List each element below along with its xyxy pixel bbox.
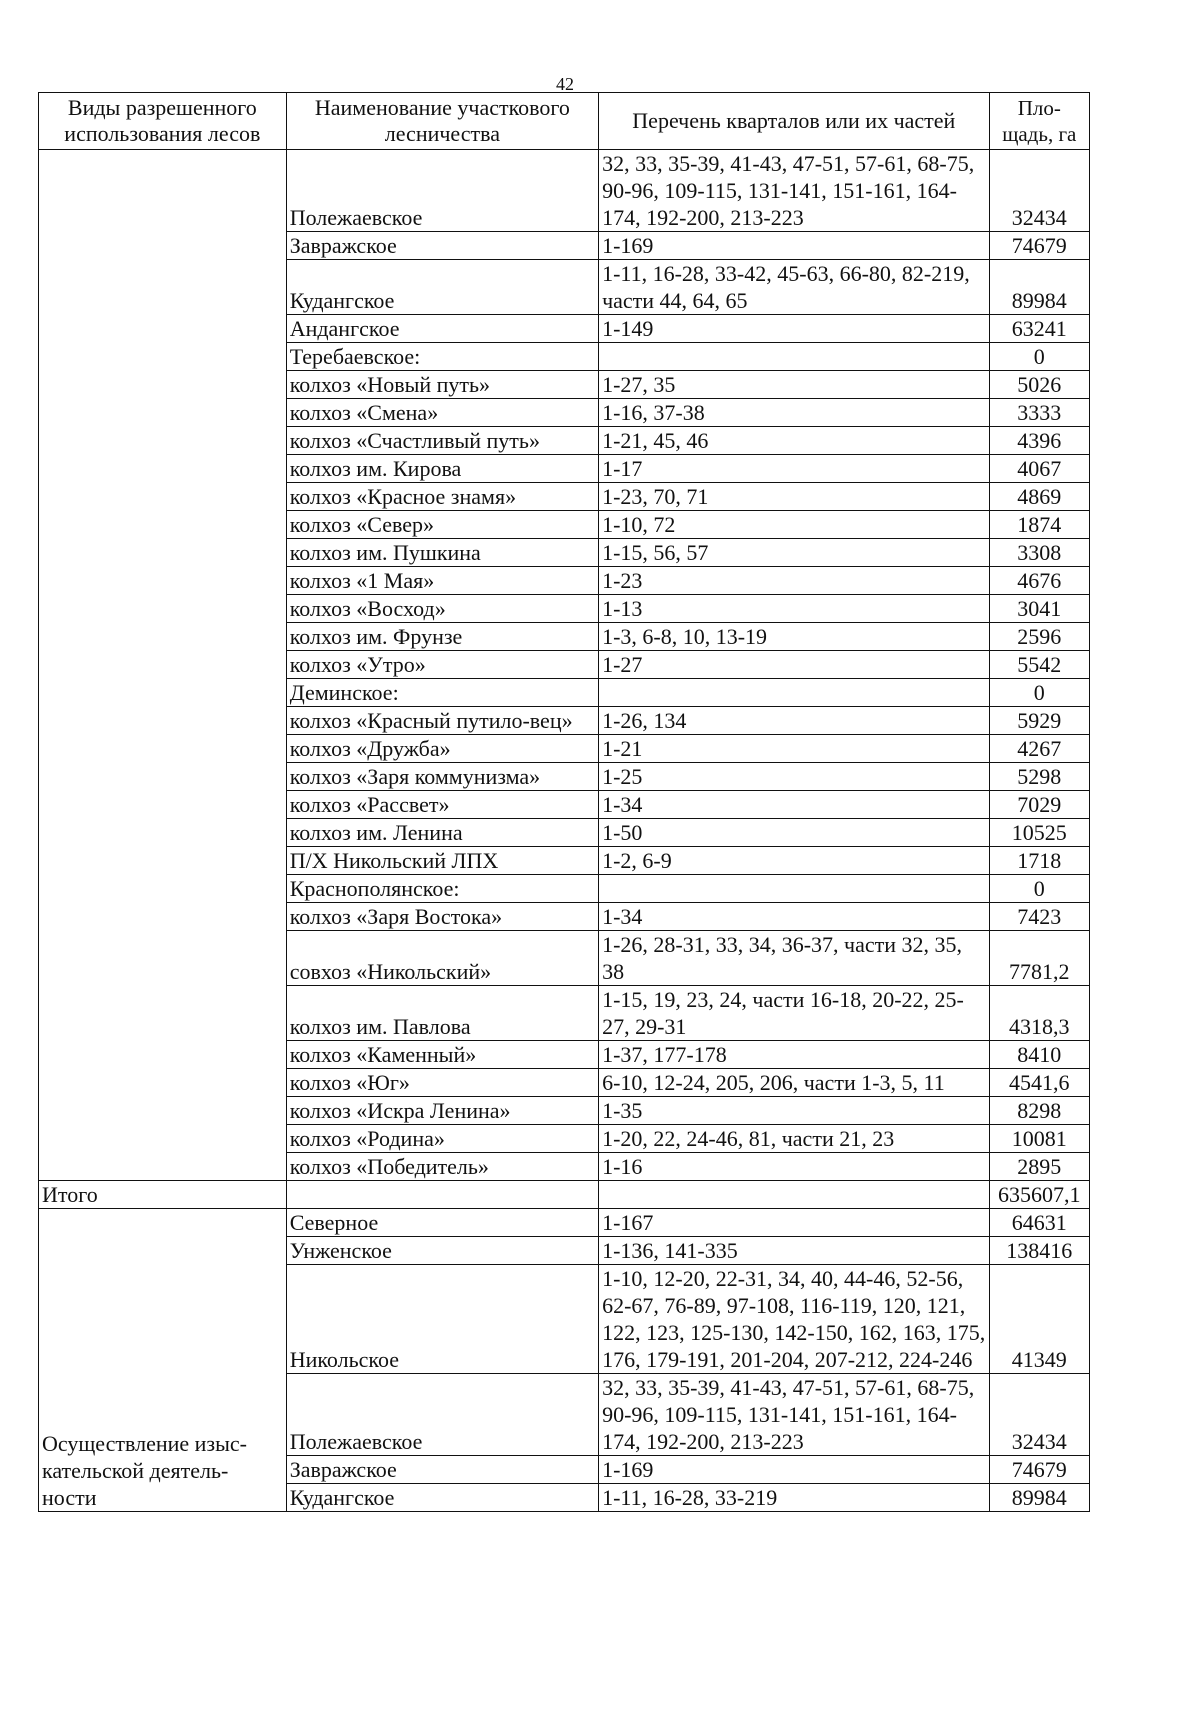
forestry-name-cell: Кудангское bbox=[286, 260, 598, 315]
quarters-cell: 1-169 bbox=[599, 232, 989, 260]
forestry-name-cell: колхоз им. Павлова bbox=[286, 986, 598, 1041]
forestry-name-cell: колхоз «Юг» bbox=[286, 1069, 598, 1097]
quarters-cell: 1-10, 12-20, 22-31, 34, 40, 44-46, 52-56, 62-67, 76-89, 97-108, 116-119, 120, 121, 122, 123, 125-130, 142-150, 162, 163, 175, 176, 179-191, 201-204, 207-212, 224-246 bbox=[599, 1265, 989, 1374]
forestry-name-cell: Никольское bbox=[286, 1265, 598, 1374]
total-area: 635607,1 bbox=[989, 1181, 1089, 1209]
forestry-name-cell: колхоз «Утро» bbox=[286, 651, 598, 679]
total-empty-name bbox=[286, 1181, 598, 1209]
area-cell: 0 bbox=[989, 679, 1089, 707]
area-cell: 64631 bbox=[989, 1209, 1089, 1237]
area-cell: 1874 bbox=[989, 511, 1089, 539]
forestry-name-cell: колхоз им. Фрунзе bbox=[286, 623, 598, 651]
forestry-name-cell: Северное bbox=[286, 1209, 598, 1237]
quarters-cell: 1-13 bbox=[599, 595, 989, 623]
table-body bbox=[39, 150, 1090, 1512]
area-cell: 41349 bbox=[989, 1265, 1089, 1374]
quarters-cell: 1-11, 16-28, 33-219 bbox=[599, 1484, 989, 1512]
area-cell: 74679 bbox=[989, 1456, 1089, 1484]
quarters-cell: 1-27, 35 bbox=[599, 371, 989, 399]
area-cell: 1718 bbox=[989, 847, 1089, 875]
forestry-name-cell: совхоз «Никольский» bbox=[286, 931, 598, 986]
table-row bbox=[39, 150, 1090, 232]
area-cell: 89984 bbox=[989, 260, 1089, 315]
quarters-cell: 1-15, 19, 23, 24, части 16-18, 20-22, 25-27, 29-31 bbox=[599, 986, 989, 1041]
area-cell: 5026 bbox=[989, 371, 1089, 399]
header-forestry-name: Наименование участкового лесничества bbox=[286, 93, 598, 150]
forestry-name-cell: Унженское bbox=[286, 1237, 598, 1265]
quarters-cell: 1-50 bbox=[599, 819, 989, 847]
forestry-name-cell: колхоз им. Пушкина bbox=[286, 539, 598, 567]
forest-use-table bbox=[38, 92, 1090, 1512]
forestry-name-cell: Завражское bbox=[286, 1456, 598, 1484]
quarters-cell: 32, 33, 35-39, 41-43, 47-51, 57-61, 68-75, 90-96, 109-115, 131-141, 151-161, 164-174, 192-200, 213-223 bbox=[599, 1374, 989, 1456]
area-cell: 0 bbox=[989, 343, 1089, 371]
forestry-name-cell: колхоз «Каменный» bbox=[286, 1041, 598, 1069]
forestry-name-cell: колхоз «Красное знамя» bbox=[286, 483, 598, 511]
forestry-name-cell: Кудангское bbox=[286, 1484, 598, 1512]
area-cell: 32434 bbox=[989, 150, 1089, 232]
quarters-cell: 1-27 bbox=[599, 651, 989, 679]
header-quarters: Перечень кварталов или их частей bbox=[599, 93, 989, 150]
usage-type-cell: Осуществление изыс-кательской деятель-ности bbox=[39, 1209, 287, 1512]
area-cell: 74679 bbox=[989, 232, 1089, 260]
area-cell: 3308 bbox=[989, 539, 1089, 567]
quarters-cell: 1-16 bbox=[599, 1153, 989, 1181]
forestry-name-cell: колхоз «Смена» bbox=[286, 399, 598, 427]
forestry-name-cell: Полежаевское bbox=[286, 1374, 598, 1456]
forestry-name-cell: колхоз «Дружба» bbox=[286, 735, 598, 763]
forestry-name-cell: колхоз «Восход» bbox=[286, 595, 598, 623]
area-cell: 2895 bbox=[989, 1153, 1089, 1181]
quarters-cell: 1-26, 134 bbox=[599, 707, 989, 735]
quarters-cell: 1-10, 72 bbox=[599, 511, 989, 539]
area-cell: 10081 bbox=[989, 1125, 1089, 1153]
header-area: Пло-щадь, га bbox=[989, 93, 1089, 150]
quarters-cell: 1-23, 70, 71 bbox=[599, 483, 989, 511]
area-cell: 10525 bbox=[989, 819, 1089, 847]
area-cell: 138416 bbox=[989, 1237, 1089, 1265]
forestry-name-cell: Теребаевское: bbox=[286, 343, 598, 371]
forestry-name-cell: колхоз «Искра Ленина» bbox=[286, 1097, 598, 1125]
total-row bbox=[39, 1181, 1090, 1209]
quarters-cell: 1-34 bbox=[599, 903, 989, 931]
area-cell: 63241 bbox=[989, 315, 1089, 343]
area-cell: 8298 bbox=[989, 1097, 1089, 1125]
area-cell: 0 bbox=[989, 875, 1089, 903]
quarters-cell: 1-37, 177-178 bbox=[599, 1041, 989, 1069]
forestry-name-cell: колхоз «Новый путь» bbox=[286, 371, 598, 399]
area-cell: 5542 bbox=[989, 651, 1089, 679]
area-cell: 5298 bbox=[989, 763, 1089, 791]
page-number: 42 bbox=[556, 74, 574, 94]
area-cell: 4869 bbox=[989, 483, 1089, 511]
area-cell: 7423 bbox=[989, 903, 1089, 931]
quarters-cell: 1-11, 16-28, 33-42, 45-63, 66-80, 82-219, части 44, 64, 65 bbox=[599, 260, 989, 315]
forestry-name-cell: Андангское bbox=[286, 315, 598, 343]
total-label: Итого bbox=[39, 1181, 287, 1209]
area-cell: 4676 bbox=[989, 567, 1089, 595]
area-cell: 4267 bbox=[989, 735, 1089, 763]
forestry-name-cell: колхоз им. Ленина bbox=[286, 819, 598, 847]
quarters-cell: 1-2, 6-9 bbox=[599, 847, 989, 875]
quarters-cell: 6-10, 12-24, 205, 206, части 1-3, 5, 11 bbox=[599, 1069, 989, 1097]
area-cell: 4396 bbox=[989, 427, 1089, 455]
area-cell: 4541,6 bbox=[989, 1069, 1089, 1097]
forestry-name-cell: колхоз им. Кирова bbox=[286, 455, 598, 483]
quarters-cell: 1-35 bbox=[599, 1097, 989, 1125]
quarters-cell: 1-17 bbox=[599, 455, 989, 483]
quarters-cell: 1-21, 45, 46 bbox=[599, 427, 989, 455]
quarters-cell bbox=[599, 343, 989, 371]
quarters-cell bbox=[599, 679, 989, 707]
quarters-cell: 1-21 bbox=[599, 735, 989, 763]
total-empty-quarters bbox=[599, 1181, 989, 1209]
area-cell: 4067 bbox=[989, 455, 1089, 483]
forestry-name-cell: колхоз «1 Мая» bbox=[286, 567, 598, 595]
table-header-row bbox=[39, 93, 1090, 150]
area-cell: 3041 bbox=[989, 595, 1089, 623]
quarters-cell: 1-20, 22, 24-46, 81, части 21, 23 bbox=[599, 1125, 989, 1153]
forestry-name-cell: Краснополянское: bbox=[286, 875, 598, 903]
quarters-cell: 1-34 bbox=[599, 791, 989, 819]
usage-type-cell-empty bbox=[39, 150, 287, 1181]
forestry-name-cell: Полежаевское bbox=[286, 150, 598, 232]
forestry-name-cell: колхоз «Север» bbox=[286, 511, 598, 539]
quarters-cell: 1-169 bbox=[599, 1456, 989, 1484]
quarters-cell: 1-26, 28-31, 33, 34, 36-37, части 32, 35, 38 bbox=[599, 931, 989, 986]
forestry-name-cell: колхоз «Рассвет» bbox=[286, 791, 598, 819]
quarters-cell: 1-136, 141-335 bbox=[599, 1237, 989, 1265]
quarters-cell: 1-25 bbox=[599, 763, 989, 791]
quarters-cell: 1-167 bbox=[599, 1209, 989, 1237]
quarters-cell: 1-149 bbox=[599, 315, 989, 343]
quarters-cell bbox=[599, 875, 989, 903]
forestry-name-cell: колхоз «Красный путило-вец» bbox=[286, 707, 598, 735]
quarters-cell: 1-15, 56, 57 bbox=[599, 539, 989, 567]
forestry-name-cell: колхоз «Заря Востока» bbox=[286, 903, 598, 931]
area-cell: 7781,2 bbox=[989, 931, 1089, 986]
area-cell: 7029 bbox=[989, 791, 1089, 819]
area-cell: 3333 bbox=[989, 399, 1089, 427]
header-usage-type: Виды разрешенного использования лесов bbox=[39, 93, 287, 150]
forestry-name-cell: колхоз «Заря коммунизма» bbox=[286, 763, 598, 791]
area-cell: 32434 bbox=[989, 1374, 1089, 1456]
forestry-name-cell: Завражское bbox=[286, 232, 598, 260]
table-row bbox=[39, 1209, 1090, 1237]
forestry-name-cell: П/Х Никольский ЛПХ bbox=[286, 847, 598, 875]
quarters-cell: 1-3, 6-8, 10, 13-19 bbox=[599, 623, 989, 651]
forestry-name-cell: колхоз «Родина» bbox=[286, 1125, 598, 1153]
area-cell: 4318,3 bbox=[989, 986, 1089, 1041]
area-cell: 2596 bbox=[989, 623, 1089, 651]
area-cell: 89984 bbox=[989, 1484, 1089, 1512]
area-cell: 8410 bbox=[989, 1041, 1089, 1069]
quarters-cell: 1-23 bbox=[599, 567, 989, 595]
area-cell: 5929 bbox=[989, 707, 1089, 735]
forestry-name-cell: колхоз «Счастливый путь» bbox=[286, 427, 598, 455]
forestry-name-cell: Деминское: bbox=[286, 679, 598, 707]
forestry-name-cell: колхоз «Победитель» bbox=[286, 1153, 598, 1181]
quarters-cell: 32, 33, 35-39, 41-43, 47-51, 57-61, 68-75, 90-96, 109-115, 131-141, 151-161, 164-174, 192-200, 213-223 bbox=[599, 150, 989, 232]
quarters-cell: 1-16, 37-38 bbox=[599, 399, 989, 427]
